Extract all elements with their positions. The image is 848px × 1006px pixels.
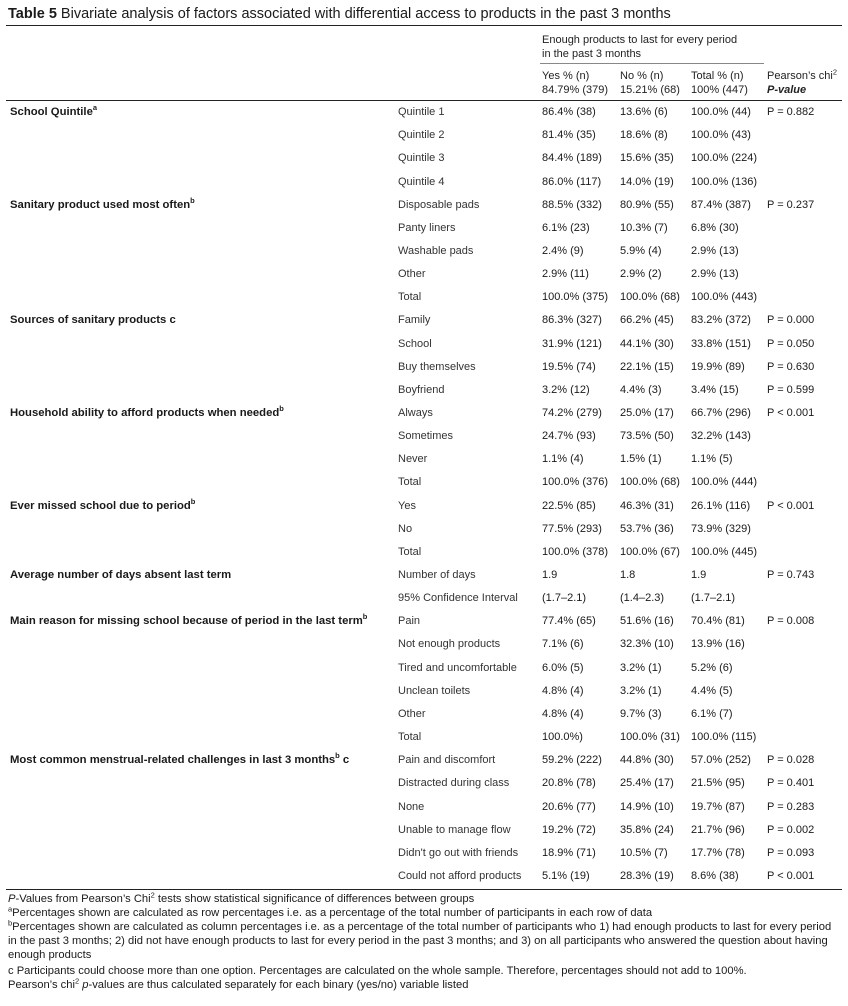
cell-total: 6.8% (30) xyxy=(691,221,739,234)
cell-total: 87.4% (387) xyxy=(691,198,751,211)
table-row xyxy=(0,680,848,703)
row-label: Quintile 1 xyxy=(398,106,445,118)
cell-no: 15.6% (35) xyxy=(620,152,674,165)
footnote-a: $^a$Percentages shown are calculated as row percentages i.e. as a percentage of the total number of participants in each row of data xyxy=(8,904,653,919)
cell-yes: 18.9% (71) xyxy=(542,846,596,859)
cell-no: 28.3% (19) xyxy=(620,869,674,882)
row-label: Tired and uncomfortable xyxy=(398,661,517,674)
row-label: Family xyxy=(398,314,431,327)
table-row xyxy=(0,495,848,518)
cell-no: 1.8 xyxy=(620,569,636,581)
table-row xyxy=(0,633,848,656)
row-label: Always xyxy=(398,406,433,419)
cell-total: 19.7% (87) xyxy=(691,800,745,813)
cell-pvalue: P = 0.093 xyxy=(767,846,815,859)
cell-no: 13.6% (6) xyxy=(620,106,668,118)
cell-pvalue: P = 0.028 xyxy=(767,754,815,767)
cell-no: 100.0% (31) xyxy=(620,731,680,743)
table-row xyxy=(0,564,848,587)
group-name: Average number of days absent last term xyxy=(10,569,232,581)
row-label: Total xyxy=(398,545,422,558)
group-suffix: c xyxy=(339,754,350,767)
cell-no: 2.9% (2) xyxy=(620,268,662,281)
cell-total: 100.0% (115) xyxy=(691,731,757,743)
cell-yes: 24.7% (93) xyxy=(542,430,596,443)
row-label: Total xyxy=(398,476,422,489)
row-label: No xyxy=(398,522,413,535)
footnote-pvalues: P-Values from Pearson’s Chi$^2$ tests show statistical significance of differences between groups xyxy=(8,890,475,905)
cell-total: 100.0% (443) xyxy=(691,291,758,304)
group-footnote-mark: b xyxy=(190,496,196,506)
cell-no: 46.3% (31) xyxy=(620,499,674,512)
table-row xyxy=(0,194,848,217)
table-row xyxy=(0,749,848,772)
cell-total: 100.0% (224) xyxy=(691,152,758,165)
table-row xyxy=(0,587,848,610)
table-row xyxy=(0,147,848,170)
group-label xyxy=(10,101,97,124)
table-row xyxy=(0,356,848,379)
table-row xyxy=(0,333,848,356)
cell-pvalue: P = 0.000 xyxy=(767,314,815,327)
cell-yes: 31.9% (121) xyxy=(542,337,602,350)
cell-total: 2.9% (13) xyxy=(691,268,739,281)
cell-yes: 59.2% (222) xyxy=(542,754,602,767)
table-row xyxy=(0,263,848,286)
cell-no: 73.5% (50) xyxy=(620,430,674,443)
cell-no: 10.5% (7) xyxy=(620,846,668,859)
cell-pvalue: P = 0.237 xyxy=(767,198,815,211)
group-footnote-mark: b xyxy=(362,612,368,622)
header-yes: Yes % (n) 84.79% (379) xyxy=(542,70,609,96)
cell-total: 3.4% (15) xyxy=(691,383,739,396)
cell-yes: 100.0%) xyxy=(542,731,583,743)
cell-yes: 20.6% (77) xyxy=(542,800,596,813)
table-row xyxy=(0,703,848,726)
row-label: Yes xyxy=(398,499,416,512)
table-row xyxy=(0,657,848,680)
cell-total: 100.0% (43) xyxy=(691,129,751,142)
cell-no: 3.2% (1) xyxy=(620,684,662,697)
cell-pvalue: P = 0.599 xyxy=(767,383,815,396)
cell-yes: 22.5% (85) xyxy=(542,499,596,512)
row-label: None xyxy=(398,800,425,813)
cell-total: 6.1% (7) xyxy=(691,707,733,720)
row-label: Quintile 3 xyxy=(398,152,445,165)
cell-no: 5.9% (4) xyxy=(620,244,662,257)
cell-yes: 2.9% (11) xyxy=(542,268,589,281)
group-label xyxy=(10,610,367,633)
table-row xyxy=(0,309,848,332)
cell-yes: 19.5% (74) xyxy=(542,360,596,373)
group-label xyxy=(10,402,284,425)
cell-no: 44.1% (30) xyxy=(620,337,674,350)
cell-yes: 77.4% (65) xyxy=(542,615,596,628)
cell-no: 14.0% (19) xyxy=(620,175,674,188)
cell-total: 33.8% (151) xyxy=(691,337,751,350)
group-label xyxy=(10,749,349,772)
table-row xyxy=(0,124,848,147)
table-row xyxy=(0,772,848,795)
row-label: Pain and discomfort xyxy=(398,754,496,767)
group-label xyxy=(10,564,231,587)
cell-yes: 4.8% (4) xyxy=(542,707,584,720)
cell-no: 22.1% (15) xyxy=(620,360,674,373)
cell-pvalue: P = 0.283 xyxy=(767,800,815,813)
group-name: School Quintile xyxy=(10,106,93,118)
header-total: Total % (n) 100% (447) xyxy=(691,70,748,96)
cell-no: 100.0% (68) xyxy=(620,476,680,489)
cell-pvalue: P = 0.882 xyxy=(767,106,815,118)
header-no: No % (n) 15.21% (68) xyxy=(620,70,680,96)
cell-no: 25.0% (17) xyxy=(620,406,674,419)
table-row xyxy=(0,842,848,865)
row-label: Other xyxy=(398,268,426,281)
cell-no: 25.4% (17) xyxy=(620,777,674,790)
cell-total: 100.0% (444) xyxy=(691,476,758,489)
top-rule xyxy=(6,25,842,26)
row-label: Unable to manage flow xyxy=(398,823,511,836)
cell-no: 80.9% (55) xyxy=(620,198,674,211)
row-label: 95% Confidence Interval xyxy=(398,592,518,605)
table-row xyxy=(0,379,848,402)
table-row xyxy=(0,796,848,819)
cell-total: 100.0% (445) xyxy=(691,545,758,558)
cell-no: (1.4–2.3) xyxy=(620,592,665,605)
cell-yes: 4.8% (4) xyxy=(542,684,584,697)
table-row xyxy=(0,402,848,425)
row-label: Not enough products xyxy=(398,638,501,651)
cell-no: 66.2% (45) xyxy=(620,314,674,327)
cell-pvalue: P < 0.001 xyxy=(767,499,815,512)
cell-total: 13.9% (16) xyxy=(691,638,745,651)
cell-total: 21.5% (95) xyxy=(691,777,745,790)
cell-pvalue: P < 0.001 xyxy=(767,869,815,882)
cell-total: 32.2% (143) xyxy=(691,430,751,443)
group-label xyxy=(10,194,195,217)
cell-no: 51.6% (16) xyxy=(620,615,674,628)
table-row xyxy=(0,610,848,633)
table-row xyxy=(0,865,848,888)
row-label: Number of days xyxy=(398,569,476,581)
cell-pvalue: P = 0.630 xyxy=(767,360,815,373)
group-footnote-mark: a xyxy=(92,103,98,113)
cell-yes: (1.7–2.1) xyxy=(542,592,587,605)
group-label xyxy=(10,309,176,332)
table-row xyxy=(0,448,848,471)
row-label: Didn't go out with friends xyxy=(398,846,519,859)
table-title xyxy=(8,5,671,23)
cell-total: 70.4% (81) xyxy=(691,615,745,628)
cell-no: 18.6% (8) xyxy=(620,129,668,142)
cell-yes: 3.2% (12) xyxy=(542,383,590,396)
table-row xyxy=(0,726,848,749)
cell-yes: 77.5% (293) xyxy=(542,522,602,535)
cell-yes: 88.5% (332) xyxy=(542,198,602,211)
table-row xyxy=(0,471,848,494)
cell-total: 5.2% (6) xyxy=(691,661,733,674)
row-label: Unclean toilets xyxy=(398,684,471,697)
footnote-c: c Participants could choose more than one option. Percentages are calculated on the whole sample. Therefore, percentages should not add to 100%. xyxy=(8,965,747,977)
cell-yes: 19.2% (72) xyxy=(542,823,596,836)
row-label: Quintile 2 xyxy=(398,129,445,142)
cell-total: 2.9% (13) xyxy=(691,244,739,257)
cell-yes: 84.4% (189) xyxy=(542,152,602,165)
group-footnote-mark: b xyxy=(190,195,195,205)
cell-total: 21.7% (96) xyxy=(691,823,745,836)
row-label: Could not afford products xyxy=(398,869,522,882)
table-number: Table 5 xyxy=(8,6,57,22)
cell-no: 1.5% (1) xyxy=(620,453,662,466)
cell-total: 1.9 xyxy=(691,569,707,581)
cell-total: 4.4% (5) xyxy=(691,684,733,697)
cell-total: 66.7% (296) xyxy=(691,406,751,419)
cell-yes: 1.9 xyxy=(542,569,558,581)
row-label: Total xyxy=(398,291,422,304)
cell-no: 100.0% (68) xyxy=(620,291,680,304)
row-label: Distracted during class xyxy=(398,777,510,790)
table-row xyxy=(0,541,848,564)
row-label: Washable pads xyxy=(398,244,474,257)
cell-pvalue: P = 0.008 xyxy=(767,615,815,628)
header-group-title: Enough products to last for every period in the past 3 months xyxy=(542,34,738,60)
cell-pvalue: P < 0.001 xyxy=(767,406,815,419)
cell-total: 26.1% (116) xyxy=(691,499,751,512)
cell-total: 100.0% (44) xyxy=(691,106,751,118)
cell-yes: 86.3% (327) xyxy=(542,314,602,327)
row-label: Total xyxy=(398,731,422,743)
cell-total: 83.2% (372) xyxy=(691,314,751,327)
bottom-rule xyxy=(6,889,842,890)
cell-yes: 86.4% (38) xyxy=(542,106,596,118)
header-group-underline xyxy=(540,63,764,64)
cell-pvalue: P = 0.401 xyxy=(767,777,815,790)
table-caption: Bivariate analysis of factors associated with differential access to products in the past 3 months xyxy=(60,6,671,22)
table-row xyxy=(0,425,848,448)
row-label: Pain xyxy=(398,615,421,628)
cell-total: 1.1% (5) xyxy=(691,453,733,466)
cell-no: 4.4% (3) xyxy=(620,383,662,396)
cell-total: 57.0% (252) xyxy=(691,754,751,767)
table-row xyxy=(0,240,848,263)
cell-yes: 6.1% (23) xyxy=(542,221,590,234)
cell-no: 44.8% (30) xyxy=(620,754,674,767)
row-label: Disposable pads xyxy=(398,198,480,211)
row-label: Never xyxy=(398,453,428,466)
cell-no: 3.2% (1) xyxy=(620,661,662,674)
cell-yes: 81.4% (35) xyxy=(542,129,596,142)
table-row xyxy=(0,171,848,194)
group-name: Most common menstrual-related challenges in last 3 months xyxy=(10,754,336,767)
table-row xyxy=(0,286,848,309)
row-label: Buy themselves xyxy=(398,360,476,373)
cell-pvalue: P = 0.050 xyxy=(767,337,815,350)
table-row xyxy=(0,819,848,842)
cell-no: 100.0% (67) xyxy=(620,545,680,558)
row-label: Panty liners xyxy=(398,221,456,234)
group-name: Main reason for missing school because of period in the last term xyxy=(10,615,363,628)
header-pvalue: Pearson’s chi$^2$ P-value xyxy=(767,67,838,96)
footnote-b: $^b$Percentages shown are calculated as column percentages i.e. as a percentage of the total number of participants who 1) had enough products to last for every period in the past 3 months; 2) did not have enough products to last for every period in the past 3 months; and 3) on all participants who answered the question about having enough products xyxy=(8,918,832,961)
cell-no: 10.3% (7) xyxy=(620,221,668,234)
cell-yes: 74.2% (279) xyxy=(542,406,602,419)
group-name: Sanitary product used most often xyxy=(10,198,191,211)
cell-yes: 20.8% (78) xyxy=(542,777,596,790)
table-row xyxy=(0,518,848,541)
cell-total: 19.9% (89) xyxy=(691,360,745,373)
cell-total: 100.0% (136) xyxy=(691,175,758,188)
cell-yes: 5.1% (19) xyxy=(542,869,590,882)
cell-total: 8.6% (38) xyxy=(691,869,739,882)
cell-yes: 100.0% (376) xyxy=(542,476,609,489)
cell-no: 14.9% (10) xyxy=(620,800,674,813)
row-label: Quintile 4 xyxy=(398,175,445,188)
cell-pvalue: P = 0.002 xyxy=(767,823,815,836)
group-name: Sources of sanitary products c xyxy=(10,314,176,327)
table-row xyxy=(0,217,848,240)
group-footnote-mark: b xyxy=(279,404,284,414)
cell-pvalue: P = 0.743 xyxy=(767,569,815,581)
cell-yes: 1.1% (4) xyxy=(542,453,584,466)
group-label xyxy=(10,495,195,518)
cell-yes: 7.1% (6) xyxy=(542,638,584,651)
cell-yes: 6.0% (5) xyxy=(542,661,584,674)
cell-total: (1.7–2.1) xyxy=(691,592,736,605)
table-row xyxy=(0,101,848,124)
cell-yes: 100.0% (375) xyxy=(542,291,609,304)
cell-no: 53.7% (36) xyxy=(620,522,674,535)
cell-total: 73.9% (329) xyxy=(691,522,751,535)
cell-total: 17.7% (78) xyxy=(691,846,745,859)
row-label: Sometimes xyxy=(398,430,454,443)
cell-yes: 86.0% (117) xyxy=(542,175,602,188)
cell-no: 9.7% (3) xyxy=(620,707,662,720)
row-label: Boyfriend xyxy=(398,383,445,396)
group-name: Ever missed school due to period xyxy=(10,499,191,512)
cell-yes: 100.0% (378) xyxy=(542,545,609,558)
footnote-chi: Pearson’s chi$^2$ p-values are thus calculated separately for each binary (yes/no) variable listed xyxy=(8,976,469,991)
group-name: Household ability to afford products when needed xyxy=(10,406,280,419)
row-label: Other xyxy=(398,707,426,720)
cell-no: 35.8% (24) xyxy=(620,823,674,836)
cell-no: 32.3% (10) xyxy=(620,638,674,651)
row-label: School xyxy=(398,337,432,350)
cell-yes: 2.4% (9) xyxy=(542,244,584,257)
group-footnote-mark: b xyxy=(335,751,340,761)
